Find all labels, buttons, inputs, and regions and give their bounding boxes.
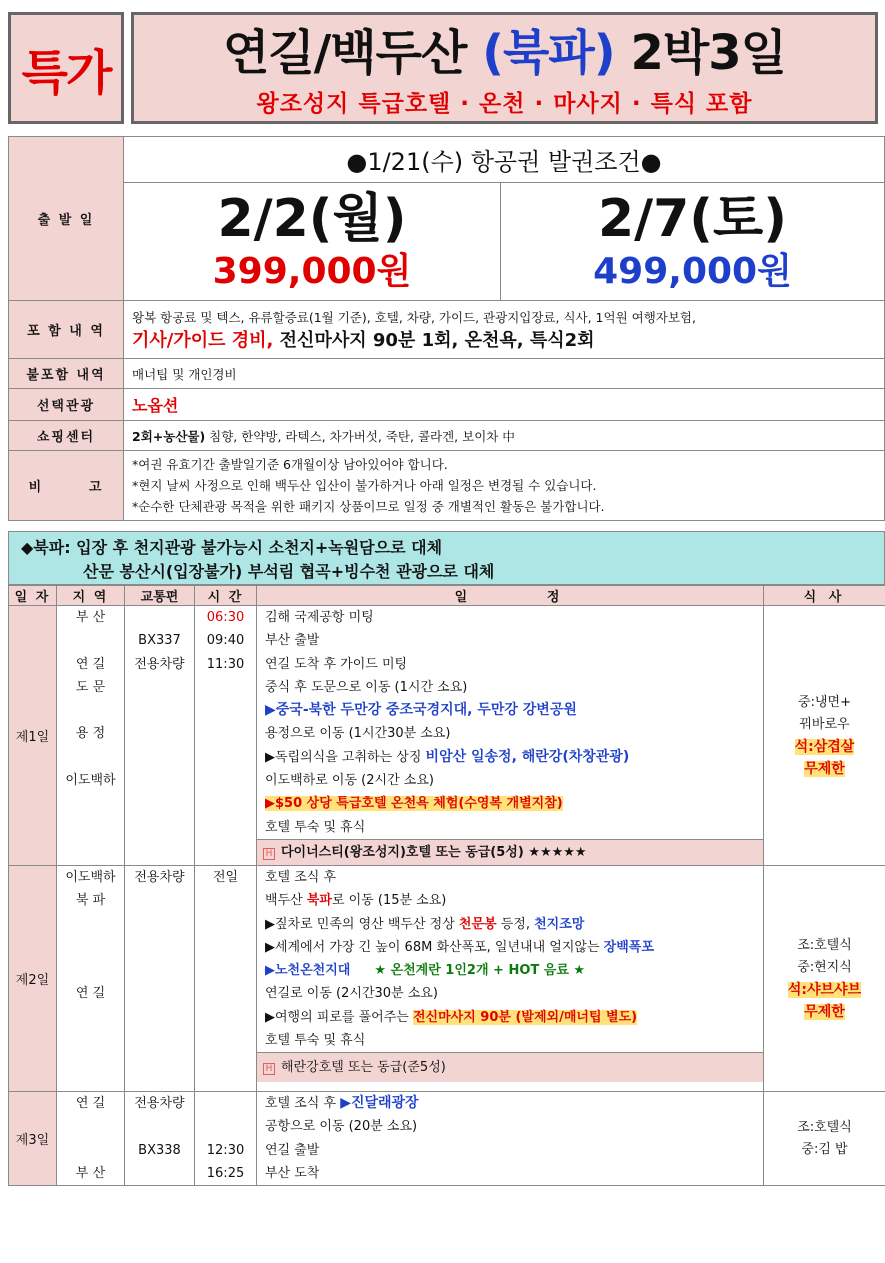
info-table [8, 136, 885, 521]
meal: 중:김 밥 [801, 1141, 848, 1157]
departure-price-2: 499,000원 [593, 250, 792, 292]
itinerary-item: 부산 도착 [265, 1165, 320, 1181]
remark-item: *순수한 단체관광 목적을 위한 패키지 상품이므로 일정 중 개별적인 활동은 불가합니다. [132, 499, 605, 514]
tour-subtitle: 왕조성지 특급호텔 · 온천 · 마사지 · 특식 포함 [256, 91, 753, 117]
meal: 무제한 [804, 1003, 845, 1020]
itinerary-item: 중식 후 도문으로 이동 (1시간 소요) [265, 679, 468, 695]
day3-label: 제3일 [9, 1092, 57, 1186]
itinerary-item: 백두산 북파로 이동 (15분 소요) [265, 893, 447, 909]
time: 11:30 [206, 656, 245, 672]
day2-meals [764, 866, 885, 1092]
region: 이도백하 [65, 870, 116, 885]
region: 이도백하 [65, 773, 116, 789]
day2-transport: 전용차량 [125, 866, 195, 1092]
day1-times [195, 606, 257, 866]
meal: 중:현지식 [797, 959, 852, 975]
itinerary-item: 호텔 투숙 및 휴식 [265, 819, 366, 835]
day3-times [195, 1092, 257, 1186]
region: 북 파 [75, 893, 106, 909]
itinerary-item: 김해 국제공항 미팅 [265, 610, 374, 625]
region: 부 산 [75, 1165, 106, 1181]
departure-price-1: 399,000원 [212, 250, 412, 292]
day3-regions [57, 1092, 125, 1186]
region: 연 길 [75, 1096, 106, 1111]
region [57, 959, 124, 982]
itinerary-item: 연길 도착 후 가이드 미팅 [265, 656, 408, 672]
bukpa-notice-banner [8, 531, 885, 585]
region [57, 913, 124, 936]
itinerary-item: 호텔 투숙 및 휴식 [265, 1033, 366, 1049]
day1-hotel: H 다이너스티(왕조성지)호텔 또는 동급(5성) ★★★★★ [257, 839, 763, 865]
included-label: 포 함 내 역 [9, 301, 124, 359]
shopping-label: 쇼핑센터 [9, 421, 124, 451]
region [57, 936, 124, 959]
day2-times: 전일 [195, 866, 257, 1092]
hotel-icon: H [263, 1063, 275, 1075]
title-banner [131, 12, 878, 124]
day3-meals [764, 1092, 885, 1186]
header-time: 시 간 [195, 586, 257, 606]
day1-label: 제1일 [9, 606, 57, 866]
ticketing-notice: ●1/21(수) 항공권 발권조건● [124, 137, 885, 183]
meal: 조:호텔식 [797, 937, 852, 953]
region: 도 문 [75, 679, 106, 695]
header-day: 일 자 [9, 586, 57, 606]
special-price-badge: 특가 [8, 12, 124, 124]
transport: BX338 [138, 1142, 181, 1158]
day3-itinerary [257, 1092, 764, 1186]
meal: 무제한 [804, 760, 845, 777]
itinerary-item: 공항으로 이동 (20분 소요) [265, 1119, 418, 1135]
time: 06:30 [206, 610, 245, 625]
included-line1: 왕복 항공료 및 텍스, 유류할증료(1월 기준), 호텔, 차량, 가이드, 관광지입장료, 식사, 1억원 여행자보험, [132, 309, 696, 325]
day2-hotel: H 해란강호텔 또는 동급(준5성) [257, 1052, 763, 1082]
transport: 전용차량 [134, 656, 185, 672]
time: 09:40 [206, 633, 245, 649]
time [195, 1115, 256, 1138]
itinerary-item: 연길로 이동 (2시간30분 소요) [265, 986, 438, 1002]
shopping-items: 2회+농산물) 침향, 한약방, 라텍스, 차가버섯, 죽탄, 콜라겐, 보이차 中 [124, 421, 885, 451]
optional-tour-label: 선택관광 [9, 389, 124, 421]
itinerary-item: ▶노천온천지대 ★ 온천계란 1인2개 + HOT 음료 ★ [265, 963, 586, 979]
region [57, 746, 124, 769]
header-transport: 교통편 [125, 586, 195, 606]
itinerary-item: 연길 출발 [265, 1142, 320, 1158]
remark-item: *현지 날씨 사정으로 인해 백두산 입산이 불가하거나 아래 일정은 변경될 수 있습니다. [132, 478, 597, 493]
region: 연 길 [75, 986, 106, 1002]
included-items [124, 301, 885, 359]
included-line2: 기사/가이드 경비, 전신마사지 90분 1회, 온천욕, 특식2회 [132, 329, 595, 351]
header-itinerary: 일 정 [257, 586, 764, 606]
day1-meals [764, 606, 885, 866]
region: 부 산 [75, 610, 106, 625]
departure-option-1 [124, 183, 501, 301]
time: 12:30 [206, 1142, 245, 1158]
bukpa-notice-line2: 산문 봉산시(입장불가) 부석림 협곡+빙수천 관광으로 대체 [83, 562, 495, 581]
itinerary-item: 호텔 조식 후 ▶진달래광장 [265, 1095, 419, 1111]
itinerary-item: ▶독립의식을 고취하는 상징 비암산 일송정, 해란강(차창관광) [265, 748, 630, 765]
itinerary-item: 호텔 조식 후 [265, 870, 337, 885]
remarks-label: 비 고 [9, 451, 124, 521]
itinerary-item: ▶짚차로 민족의 영산 백두산 정상 천문봉 등정, 천지조망 [265, 916, 585, 932]
itinerary-item: ▶여행의 피로를 풀어주는 전신마사지 90분 (발제외/매너팁 별도) [265, 1009, 638, 1025]
optional-tour-value: 노옵션 [124, 389, 885, 421]
excluded-items: 매너팁 및 개인경비 [124, 359, 885, 389]
transport: 전용차량 [134, 1096, 185, 1111]
meal: 꿔바로우 [799, 716, 850, 732]
itinerary-table [8, 585, 885, 1186]
time [195, 1092, 256, 1115]
day2-itinerary [257, 866, 764, 1092]
transport [125, 606, 194, 629]
region [57, 629, 124, 652]
bukpa-notice-line1: ◆북파: 입장 후 천지관광 불가능시 소천지+녹원담으로 대체 [21, 538, 443, 557]
tour-title: 연길/백두산 (북파) 2박3일 [223, 25, 786, 81]
region [57, 1115, 124, 1138]
meal: 석:샤브샤브 [787, 981, 862, 998]
region: 연 길 [75, 656, 106, 672]
day1-transport [125, 606, 195, 866]
header-meals: 식 사 [764, 586, 885, 606]
departure-label: 출 발 일 [9, 137, 124, 301]
day2-label: 제2일 [9, 866, 57, 1092]
day1-itinerary [257, 606, 764, 866]
itinerary-item: ▶$50 상당 특급호텔 온천욕 체험(수영복 개별지참) [265, 796, 563, 812]
meal: 석:삼겹살 [794, 738, 855, 755]
itinerary-item: 이도백하로 이동 (2시간 소요) [265, 773, 434, 789]
departure-option-2 [501, 183, 885, 301]
itinerary-item: 용정으로 이동 (1시간30분 소요) [265, 726, 451, 742]
day2-regions [57, 866, 125, 1092]
transport: BX337 [138, 633, 181, 649]
region [57, 1139, 124, 1162]
itinerary-item: ▶세계에서 가장 긴 높이 68M 화산폭포, 일년내내 얼지않는 장백폭포 [265, 939, 654, 955]
day3-transport [125, 1092, 195, 1186]
day1-regions [57, 606, 125, 866]
time: 16:25 [206, 1165, 245, 1181]
header-region: 지 역 [57, 586, 125, 606]
departure-date-1: 2/2(월) [217, 188, 407, 249]
itinerary-item: ▶중국-북한 두만강 중조국경지대, 두만강 강변공원 [265, 702, 577, 719]
region: 용 정 [75, 726, 106, 742]
remark-item: *여권 유효기간 출발일기준 6개월이상 남아있어야 합니다. [132, 457, 448, 472]
remarks [124, 451, 885, 521]
departure-date-2: 2/7(토) [597, 188, 788, 249]
meal: 조:호텔식 [797, 1119, 852, 1135]
excluded-label: 불포함 내역 [9, 359, 124, 389]
region [57, 699, 124, 722]
meal: 중:냉면+ [798, 694, 851, 710]
itinerary-item: 부산 출발 [265, 633, 320, 649]
hotel-icon: H [263, 848, 275, 860]
transport [125, 1115, 194, 1138]
